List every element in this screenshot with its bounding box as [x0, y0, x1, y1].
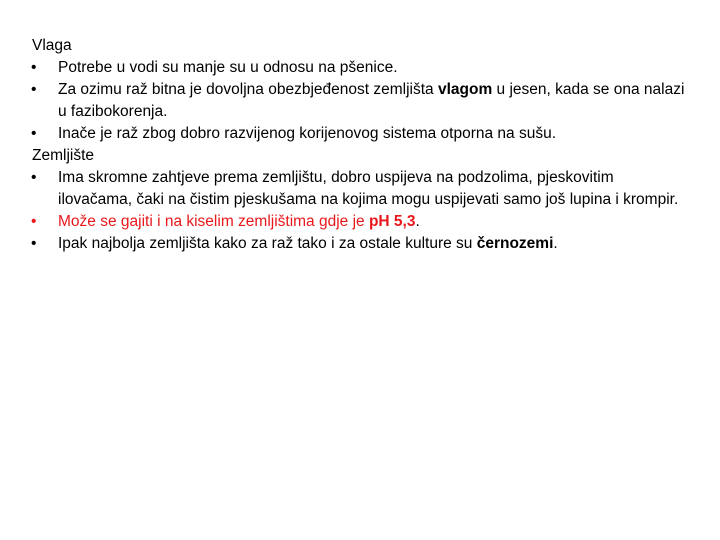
soil-bullet-list [32, 167, 692, 255]
bullet-text-part: . [415, 213, 420, 230]
bullet-text-part: u jesen, kada se ona nalazi u fazibokorenja. [58, 81, 685, 120]
bullet-bold-term: vlagom [437, 81, 493, 98]
bullet-text-part: Ipak najbolja zemljišta kako za raž tako i za ostale kulture su [58, 235, 477, 252]
bullet-text [58, 79, 692, 123]
bullet-icon: • [31, 213, 37, 230]
bullet-item [32, 123, 692, 145]
bullet-text: Potrebe u vodi su manje su u odnosu na pšenice. [58, 59, 398, 76]
slide-content [32, 35, 692, 255]
bullet-icon: • [31, 235, 37, 252]
bullet-bold-term: černozemi [476, 235, 554, 252]
section-heading-soil: Zemljište [32, 147, 95, 164]
bullet-bold-term: pH 5,3 [368, 213, 416, 230]
bullet-icon: • [31, 81, 37, 98]
bullet-icon: • [31, 169, 37, 186]
bullet-item [32, 233, 692, 255]
bullet-item-highlighted [32, 211, 692, 233]
bullet-text-part: . [553, 235, 558, 252]
bullet-item [32, 57, 692, 79]
bullet-item [32, 79, 692, 123]
bullet-text: Inače je raž zbog dobro razvijenog korijenovog sistema otporna na sušu. [58, 125, 557, 142]
bullet-text [58, 233, 692, 255]
humidity-bullet-list [32, 57, 692, 145]
bullet-text-part: Za ozimu raž bitna je dovoljna obezbjeđenost zemljišta [58, 81, 438, 98]
bullet-text: Ima skromne zahtjeve prema zemljištu, dobro uspijeva na podzolima, pjeskovitim ilovačama, čaki na čistim pjeskušama na kojima mogu uspijevati samo još lupina i krompir. [58, 169, 679, 208]
bullet-icon: • [31, 125, 37, 142]
section-heading-humidity: Vlaga [32, 37, 72, 54]
bullet-text [58, 211, 692, 233]
bullet-text-part: Može se gajiti i na kiselim zemljištima gdje je [58, 213, 369, 230]
bullet-item [32, 167, 692, 211]
bullet-icon: • [31, 59, 37, 76]
